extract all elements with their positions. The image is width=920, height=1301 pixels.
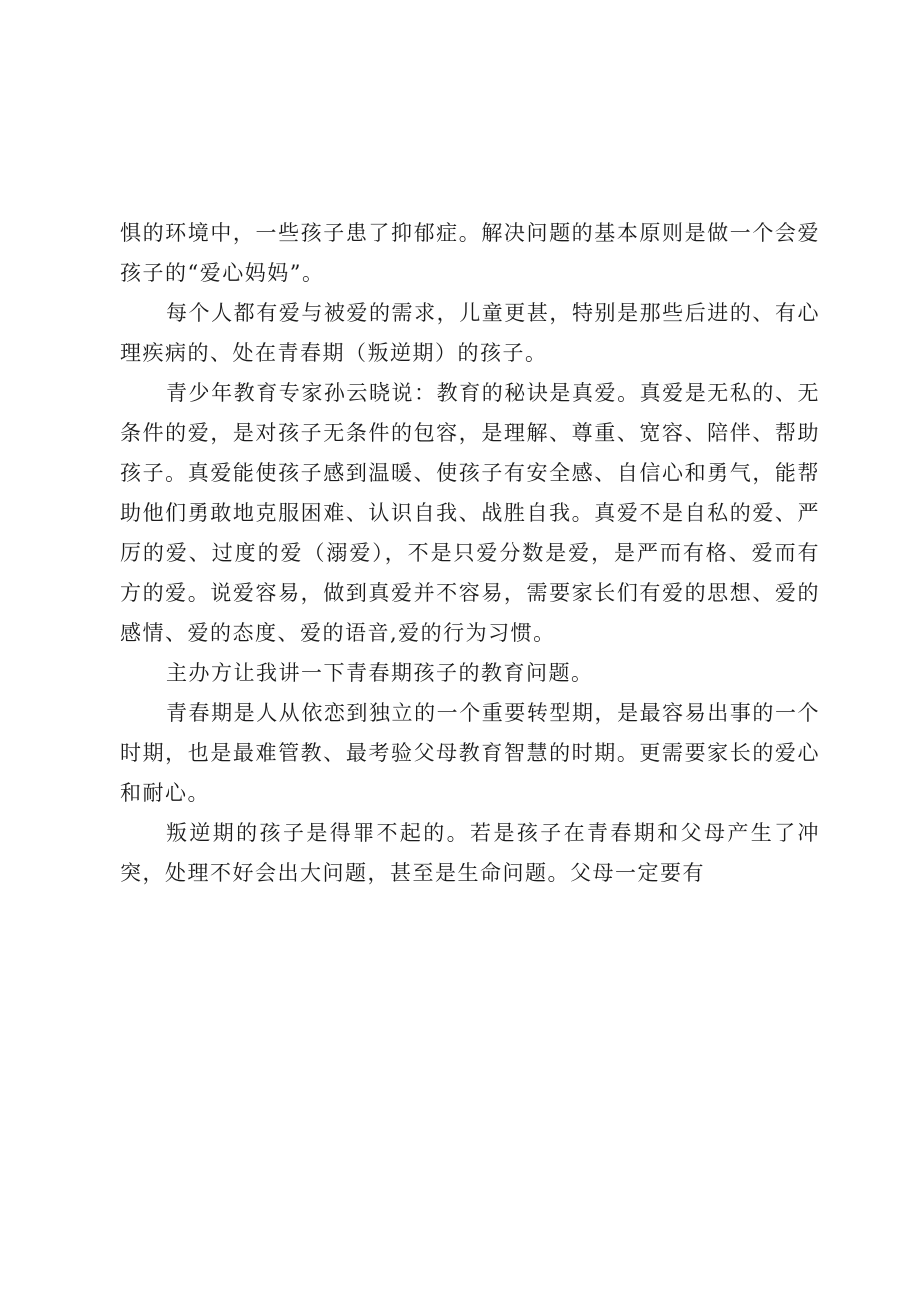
paragraph-rebellious-period: 叛逆期的孩子是得罪不起的。若是孩子在青春期和父母产生了冲突，处理不好会出大问题，甚至是生命问题。父母一定要有 <box>120 821 820 885</box>
paragraph-adolescence: 青春期是人从依恋到独立的一个重要转型期，是最容易出事的一个时期，也是最难管教、最考验父母教育智慧的时期。更需要家长的爱心和耐心。 <box>120 701 820 805</box>
paragraph-continuation: 惧的环境中，一些孩子患了抑郁症。解决问题的基本原则是做一个会爱孩子的“爱心妈妈”。 <box>120 221 820 285</box>
paragraph-organizer-request: 主办方让我讲一下青春期孩子的教育问题。 <box>166 661 594 685</box>
paragraph-love-needs: 每个人都有爱与被爱的需求，儿童更甚，特别是那些后进的、有心理疾病的、处在青春期（叛逆期）的孩子。 <box>120 301 820 365</box>
paragraph-true-love: 青少年教育专家孙云晓说：教育的秘诀是真爱。真爱是无私的、无条件的爱，是对孩子无条件的包容，是理解、尊重、宽容、陪伴、帮助孩子。真爱能使孩子感到温暖、使孩子有安全感、自信心和勇气，能帮助他们勇敢地克服困难、认识自我、战胜自我。真爱不是自私的爱、严厉的爱、过度的爱（溺爱），不是只爱分数是爱，是严而有格、爱而有方的爱。说爱容易，做到真爱并不容易，需要家长们有爱的思想、爱的感情、爱的态度、爱的语音,爱的行为习惯。 <box>120 381 820 645</box>
document-body <box>120 213 820 893</box>
